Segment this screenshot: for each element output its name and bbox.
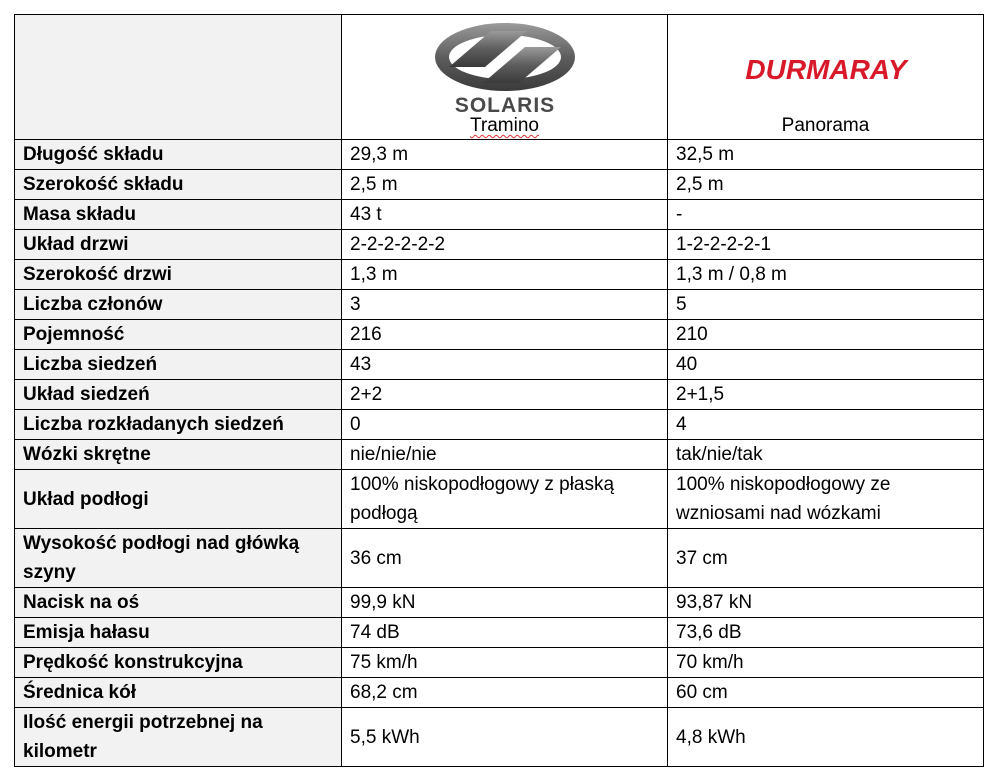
durmaray-value: 4 [668,410,984,440]
durmaray-value: - [668,200,984,230]
durmaray-value: 73,6 dB [668,618,984,648]
durmaray-value: 2,5 m [668,170,984,200]
table-row [15,678,984,708]
solaris-value: 36 cm [342,529,668,588]
durmaray-value: 1,3 m / 0,8 m [668,260,984,290]
row-label: Wysokość podłogi nad główką szyny [15,529,342,588]
solaris-value: 100% niskopodłogowy z płaską podłogą [342,470,668,529]
row-label: Liczba rozkładanych siedzeń [15,410,342,440]
solaris-value: 2-2-2-2-2-2 [342,230,668,260]
durmaray-value: 5 [668,290,984,320]
header-corner-cell [15,15,342,140]
durmaray-value: 2+1,5 [668,380,984,410]
durmaray-value: 100% niskopodłogowy ze wzniosami nad wózkami [668,470,984,529]
table-row [15,618,984,648]
table-row [15,170,984,200]
solaris-value: 74 dB [342,618,668,648]
durmaray-value: 37 cm [668,529,984,588]
header-row [15,15,984,140]
row-label: Układ drzwi [15,230,342,260]
durmaray-value: 40 [668,350,984,380]
durmaray-brand-text: DURMARAY [744,54,907,85]
durmaray-value: 93,87 kN [668,588,984,618]
row-label: Wózki skrętne [15,440,342,470]
solaris-value: 29,3 m [342,140,668,170]
row-label: Masa składu [15,200,342,230]
solaris-value: 43 t [342,200,668,230]
header-durmaray-cell [668,15,984,140]
row-label: Średnica kół [15,678,342,708]
row-label: Liczba siedzeń [15,350,342,380]
table-row [15,350,984,380]
solaris-value: 3 [342,290,668,320]
table-row [15,260,984,290]
durmaray-value: 32,5 m [668,140,984,170]
row-label: Emisja hałasu [15,618,342,648]
comparison-table [14,14,984,767]
row-label: Układ podłogi [15,470,342,529]
table-row [15,529,984,588]
durmaray-value: 60 cm [668,678,984,708]
row-label: Liczba członów [15,290,342,320]
table-row [15,140,984,170]
row-label: Nacisk na oś [15,588,342,618]
solaris-value: 1,3 m [342,260,668,290]
solaris-logo [431,17,579,115]
table-row [15,410,984,440]
durmaray-logo [731,19,921,115]
table-row [15,648,984,678]
table-row [15,708,984,767]
table-row [15,320,984,350]
table-row [15,230,984,260]
durmaray-value: 210 [668,320,984,350]
solaris-value: 2+2 [342,380,668,410]
durmaray-value: tak/nie/tak [668,440,984,470]
row-label: Pojemność [15,320,342,350]
table-row [15,290,984,320]
header-solaris-cell [342,15,668,140]
durmaray-value: 70 km/h [668,648,984,678]
table-row [15,440,984,470]
row-label: Prędkość konstrukcyjna [15,648,342,678]
table-row [15,200,984,230]
solaris-value: 68,2 cm [342,678,668,708]
solaris-value: 216 [342,320,668,350]
table-row [15,470,984,529]
durmaray-value: 1-2-2-2-2-1 [668,230,984,260]
solaris-value: 2,5 m [342,170,668,200]
solaris-value: 99,9 kN [342,588,668,618]
solaris-value: 43 [342,350,668,380]
row-label: Ilość energii potrzebnej na kilometr [15,708,342,767]
table-row [15,588,984,618]
row-label: Długość składu [15,140,342,170]
solaris-model-name: Tramino [470,115,539,136]
durmaray-model-name: Panorama [781,115,870,136]
solaris-value: nie/nie/nie [342,440,668,470]
solaris-value: 75 km/h [342,648,668,678]
row-label: Szerokość składu [15,170,342,200]
durmaray-value: 4,8 kWh [668,708,984,767]
solaris-value: 0 [342,410,668,440]
solaris-value: 5,5 kWh [342,708,668,767]
row-label: Układ siedzeń [15,380,342,410]
solaris-brand-text: SOLARIS [454,94,555,115]
row-label: Szerokość drzwi [15,260,342,290]
table-row [15,380,984,410]
